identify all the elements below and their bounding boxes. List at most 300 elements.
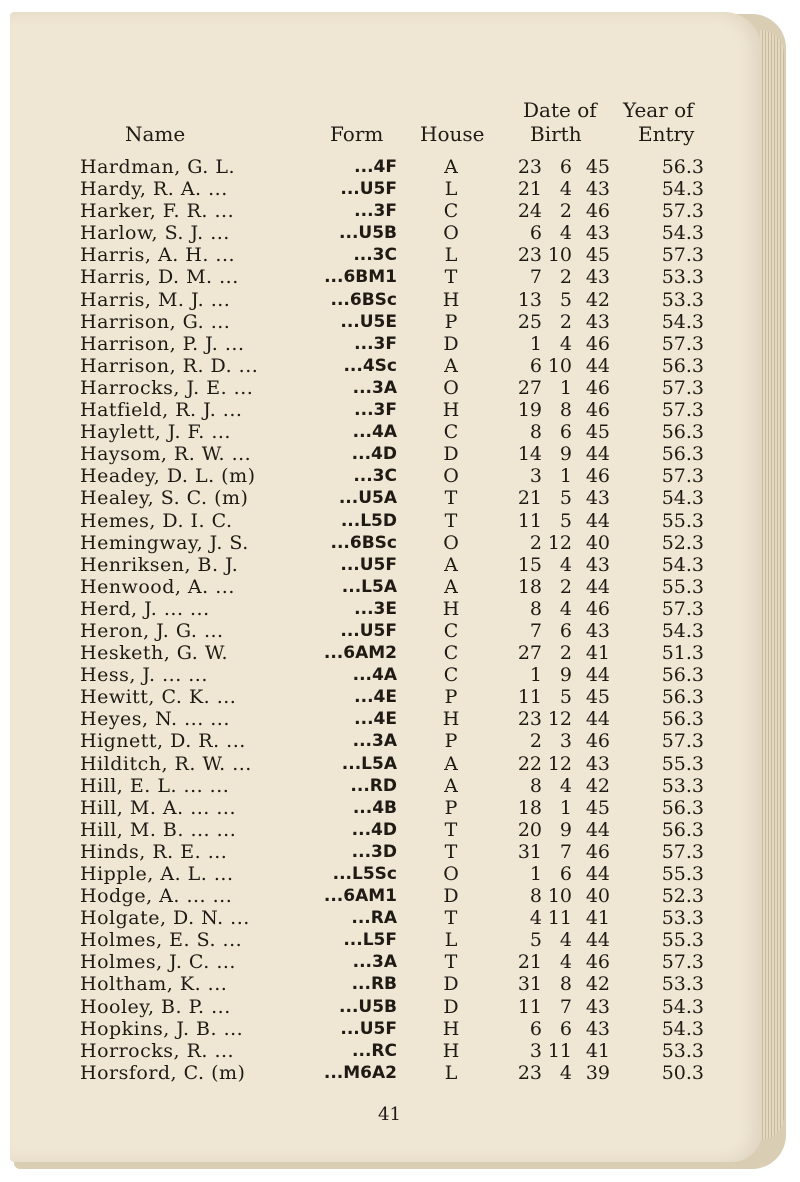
student-house: T xyxy=(444,907,458,930)
student-house: L xyxy=(444,178,458,201)
register-table xyxy=(0,156,800,1084)
student-house: H xyxy=(442,399,460,422)
birth-year: 44 xyxy=(585,509,610,532)
table-row xyxy=(0,686,800,708)
page-number: 41 xyxy=(378,1104,401,1125)
entry-year: 50.3 xyxy=(661,1061,704,1084)
student-house: T xyxy=(444,487,458,510)
birth-month: 4 xyxy=(559,553,572,576)
student-house: C xyxy=(443,200,459,223)
table-row xyxy=(0,200,800,222)
student-form: ...RD xyxy=(350,775,397,796)
birth-year: 46 xyxy=(585,200,610,223)
student-name: Hill, E. L. ... ... xyxy=(80,774,230,797)
table-row xyxy=(0,311,800,333)
birth-day: 23 xyxy=(517,156,542,178)
birth-day: 8 xyxy=(529,597,542,620)
student-form: ...3C xyxy=(353,245,397,266)
table-row xyxy=(0,178,800,200)
student-house: T xyxy=(444,818,458,841)
birth-year: 40 xyxy=(585,885,610,908)
birth-year: 42 xyxy=(585,973,610,996)
student-house: H xyxy=(442,1017,460,1040)
entry-year: 56.3 xyxy=(661,664,704,687)
birth-day: 15 xyxy=(517,553,542,576)
birth-day: 2 xyxy=(529,531,542,554)
table-row xyxy=(0,465,800,487)
birth-year: 41 xyxy=(585,907,610,930)
table-row xyxy=(0,355,800,377)
student-form: ...L5A xyxy=(341,576,397,597)
table-row xyxy=(0,377,800,399)
birth-month: 12 xyxy=(547,752,572,775)
birth-day: 8 xyxy=(529,421,542,444)
student-form: ...6AM2 xyxy=(323,643,397,664)
column-headers xyxy=(0,0,800,160)
birth-day: 6 xyxy=(529,1017,542,1040)
student-name: Healey, S. C. (m) xyxy=(80,487,249,510)
birth-day: 7 xyxy=(529,619,542,642)
entry-year: 57.3 xyxy=(661,465,704,488)
table-row xyxy=(0,907,800,929)
birth-month: 10 xyxy=(547,354,572,377)
student-name: Harris, A. H. ... xyxy=(80,244,236,267)
student-form: ...3A xyxy=(352,952,397,973)
student-name: Horrocks, R. ... xyxy=(80,1039,235,1062)
entry-year: 56.3 xyxy=(661,818,704,841)
entry-year: 55.3 xyxy=(661,863,704,885)
student-form: ...6BSc xyxy=(330,289,397,310)
birth-month: 12 xyxy=(547,531,572,554)
birth-month: 2 xyxy=(559,575,572,598)
student-house: T xyxy=(444,840,458,863)
birth-day: 21 xyxy=(517,951,542,974)
birth-day: 2 xyxy=(529,730,542,753)
entry-year: 53.3 xyxy=(661,774,704,797)
table-row xyxy=(0,554,800,576)
student-house: L xyxy=(444,1061,458,1084)
header-date-of-birth-line1: Date of xyxy=(523,98,597,122)
birth-day: 6 xyxy=(529,222,542,245)
student-form: ...RA xyxy=(351,908,397,929)
student-form: ...4E xyxy=(354,687,397,708)
student-name: Henriksen, B. J. xyxy=(80,553,239,576)
entry-year: 57.3 xyxy=(661,376,704,399)
student-form: ...U5F xyxy=(340,179,397,200)
birth-month: 9 xyxy=(559,443,572,466)
student-name: Hipple, A. L. ... xyxy=(80,863,234,885)
birth-month: 5 xyxy=(559,288,572,311)
entry-year: 55.3 xyxy=(661,575,704,598)
birth-month: 5 xyxy=(559,686,572,709)
table-row xyxy=(0,532,800,554)
birth-month: 4 xyxy=(559,332,572,355)
birth-month: 11 xyxy=(547,907,572,930)
birth-day: 4 xyxy=(529,907,542,930)
entry-year: 56.3 xyxy=(661,708,704,731)
birth-year: 43 xyxy=(585,1017,610,1040)
entry-year: 56.3 xyxy=(661,686,704,709)
student-name: Harris, D. M. ... xyxy=(80,266,239,289)
student-name: Holgate, D. N. ... xyxy=(80,907,250,930)
table-row xyxy=(0,487,800,509)
birth-month: 7 xyxy=(559,995,572,1018)
table-row xyxy=(0,266,800,288)
birth-month: 10 xyxy=(547,885,572,908)
student-form: ...3A xyxy=(352,377,397,398)
student-form: ...U5F xyxy=(340,1018,397,1039)
table-row xyxy=(0,996,800,1018)
student-house: A xyxy=(444,354,458,377)
table-row xyxy=(0,399,800,421)
student-name: Harlow, S. J. ... xyxy=(80,222,230,245)
student-name: Hooley, B. P. ... xyxy=(80,995,231,1018)
birth-day: 8 xyxy=(529,774,542,797)
birth-year: 45 xyxy=(585,796,610,819)
birth-month: 2 xyxy=(559,266,572,289)
entry-year: 54.3 xyxy=(661,222,704,245)
entry-year: 52.3 xyxy=(661,531,704,554)
birth-day: 1 xyxy=(529,863,542,885)
birth-year: 44 xyxy=(585,354,610,377)
birth-year: 43 xyxy=(585,178,610,201)
student-name: Holmes, J. C. ... xyxy=(80,951,236,974)
table-row xyxy=(0,797,800,819)
birth-month: 1 xyxy=(559,376,572,399)
student-form: ...6BM1 xyxy=(324,267,397,288)
birth-month: 4 xyxy=(559,951,572,974)
entry-year: 57.3 xyxy=(661,200,704,223)
student-name: Heyes, N. ... ... xyxy=(80,708,230,731)
birth-day: 3 xyxy=(529,1039,542,1062)
entry-year: 53.3 xyxy=(661,907,704,930)
birth-year: 46 xyxy=(585,840,610,863)
birth-year: 42 xyxy=(585,288,610,311)
birth-year: 41 xyxy=(585,1039,610,1062)
student-house: D xyxy=(443,885,459,908)
birth-month: 6 xyxy=(559,421,572,444)
entry-year: 56.3 xyxy=(661,354,704,377)
entry-year: 57.3 xyxy=(661,332,704,355)
birth-year: 46 xyxy=(585,597,610,620)
table-row xyxy=(0,951,800,973)
student-form: ...U5B xyxy=(339,223,397,244)
birth-year: 44 xyxy=(585,863,610,885)
birth-month: 6 xyxy=(559,156,572,178)
student-name: Harrison, R. D. ... xyxy=(80,354,259,377)
birth-day: 5 xyxy=(529,929,542,952)
table-row xyxy=(0,929,800,951)
birth-month: 7 xyxy=(559,840,572,863)
student-form: ...3E xyxy=(354,598,397,619)
student-house: C xyxy=(443,664,459,687)
student-form: ...4A xyxy=(352,422,397,443)
table-row xyxy=(0,775,800,797)
table-row xyxy=(0,421,800,443)
student-name: Hilditch, R. W. ... xyxy=(80,752,252,775)
student-form: ...U5A xyxy=(338,488,397,509)
student-form: ...3D xyxy=(351,841,397,862)
birth-day: 6 xyxy=(529,354,542,377)
student-name: Hesketh, G. W. xyxy=(80,642,229,665)
entry-year: 57.3 xyxy=(661,597,704,620)
birth-year: 44 xyxy=(585,443,610,466)
student-form: ...3F xyxy=(354,333,397,354)
birth-day: 25 xyxy=(517,310,542,333)
student-name: Harker, F. R. ... xyxy=(80,200,235,223)
student-form: ...U5E xyxy=(340,311,397,332)
birth-day: 23 xyxy=(517,244,542,267)
student-house: L xyxy=(444,929,458,952)
entry-year: 57.3 xyxy=(661,951,704,974)
table-row xyxy=(0,1040,800,1062)
birth-day: 14 xyxy=(517,443,542,466)
student-form: ...3F xyxy=(354,400,397,421)
student-name: Harris, M. J. ... xyxy=(80,288,231,311)
table-row xyxy=(0,289,800,311)
student-form: ...6BSc xyxy=(330,532,397,553)
student-house: T xyxy=(444,509,458,532)
birth-month: 4 xyxy=(559,222,572,245)
student-form: ...6AM1 xyxy=(323,886,397,907)
student-house: T xyxy=(444,266,458,289)
table-row xyxy=(0,863,800,885)
table-row xyxy=(0,753,800,775)
birth-month: 4 xyxy=(559,929,572,952)
birth-month: 4 xyxy=(559,178,572,201)
birth-day: 23 xyxy=(517,1061,542,1084)
table-row xyxy=(0,973,800,995)
student-house: O xyxy=(443,465,459,488)
birth-month: 6 xyxy=(559,863,572,885)
table-row xyxy=(0,598,800,620)
student-house: A xyxy=(444,575,458,598)
birth-year: 46 xyxy=(585,730,610,753)
entry-year: 54.3 xyxy=(661,310,704,333)
student-name: Haylett, J. F. ... xyxy=(80,421,231,444)
student-name: Hemes, D. I. C. xyxy=(80,509,233,532)
birth-month: 4 xyxy=(559,597,572,620)
birth-day: 24 xyxy=(517,200,542,223)
student-house: T xyxy=(444,951,458,974)
student-name: Hardman, G. L. xyxy=(80,156,236,178)
birth-year: 43 xyxy=(585,266,610,289)
birth-year: 46 xyxy=(585,376,610,399)
birth-day: 18 xyxy=(517,575,542,598)
student-house: D xyxy=(443,332,459,355)
student-form: ...U5F xyxy=(340,620,397,641)
student-name: Hewitt, C. K. ... xyxy=(80,686,237,709)
birth-day: 20 xyxy=(517,818,542,841)
birth-year: 46 xyxy=(585,332,610,355)
birth-day: 21 xyxy=(517,178,542,201)
birth-day: 11 xyxy=(517,995,542,1018)
birth-year: 42 xyxy=(585,774,610,797)
birth-month: 9 xyxy=(559,818,572,841)
student-form: ...RB xyxy=(351,974,397,995)
student-house: A xyxy=(444,553,458,576)
student-form: ...4E xyxy=(354,709,397,730)
entry-year: 51.3 xyxy=(661,642,704,665)
birth-day: 22 xyxy=(517,752,542,775)
header-year-of-entry-line2: Entry xyxy=(638,122,695,146)
birth-month: 3 xyxy=(559,730,572,753)
header-year-of-entry-line1: Year of xyxy=(623,98,694,122)
student-house: A xyxy=(444,774,458,797)
table-row xyxy=(0,443,800,465)
student-form: ...U5B xyxy=(339,996,397,1017)
student-house: L xyxy=(444,244,458,267)
birth-year: 43 xyxy=(585,222,610,245)
birth-year: 46 xyxy=(585,399,610,422)
entry-year: 54.3 xyxy=(661,1017,704,1040)
student-name: Hill, M. A. ... ... xyxy=(80,796,236,819)
student-name: Haysom, R. W. ... xyxy=(80,443,252,466)
birth-day: 7 xyxy=(529,266,542,289)
header-form: Form xyxy=(330,122,384,146)
student-form: ...L5F xyxy=(343,930,397,951)
table-row xyxy=(0,333,800,355)
entry-year: 54.3 xyxy=(661,619,704,642)
birth-year: 43 xyxy=(585,619,610,642)
student-house: P xyxy=(444,310,458,333)
student-house: H xyxy=(442,597,460,620)
birth-month: 5 xyxy=(559,509,572,532)
student-name: Hill, M. B. ... ... xyxy=(80,818,237,841)
table-row xyxy=(0,841,800,863)
student-house: A xyxy=(444,156,458,178)
birth-day: 1 xyxy=(529,664,542,687)
table-row xyxy=(0,730,800,752)
student-form: ...4A xyxy=(352,665,397,686)
birth-day: 3 xyxy=(529,465,542,488)
table-row xyxy=(0,1062,800,1084)
table-row xyxy=(0,156,800,178)
birth-year: 43 xyxy=(585,752,610,775)
entry-year: 55.3 xyxy=(661,752,704,775)
student-name: Herd, J. ... ... xyxy=(80,597,210,620)
birth-year: 41 xyxy=(585,642,610,665)
birth-month: 2 xyxy=(559,310,572,333)
student-form: ...4D xyxy=(351,444,397,465)
birth-day: 23 xyxy=(517,708,542,731)
birth-year: 39 xyxy=(585,1061,610,1084)
birth-month: 8 xyxy=(559,973,572,996)
table-row xyxy=(0,885,800,907)
student-name: Holmes, E. S. ... xyxy=(80,929,243,952)
student-form: ...U5F xyxy=(340,554,397,575)
birth-day: 13 xyxy=(517,288,542,311)
table-row xyxy=(0,576,800,598)
table-row xyxy=(0,819,800,841)
student-name: Hatfield, R. J. ... xyxy=(80,399,243,422)
student-name: Headey, D. L. (m) xyxy=(80,465,256,488)
table-row xyxy=(0,1018,800,1040)
student-form: ...RC xyxy=(352,1040,397,1061)
entry-year: 56.3 xyxy=(661,421,704,444)
student-name: Heron, J. G. ... xyxy=(80,619,224,642)
student-house: D xyxy=(443,443,459,466)
header-date-of-birth-line2: Birth xyxy=(530,122,582,146)
birth-day: 21 xyxy=(517,487,542,510)
birth-day: 11 xyxy=(517,509,542,532)
birth-year: 46 xyxy=(585,951,610,974)
student-form: ...3F xyxy=(354,201,397,222)
entry-year: 55.3 xyxy=(661,929,704,952)
birth-month: 4 xyxy=(559,1061,572,1084)
birth-day: 8 xyxy=(529,885,542,908)
birth-month: 8 xyxy=(559,399,572,422)
table-row xyxy=(0,708,800,730)
table-row xyxy=(0,222,800,244)
birth-year: 44 xyxy=(585,708,610,731)
student-form: ...4Sc xyxy=(343,355,397,376)
entry-year: 56.3 xyxy=(661,443,704,466)
student-name: Harrison, G. ... xyxy=(80,310,231,333)
entry-year: 56.3 xyxy=(661,156,704,178)
student-house: D xyxy=(443,995,459,1018)
birth-year: 45 xyxy=(585,686,610,709)
entry-year: 57.3 xyxy=(661,244,704,267)
student-form: ...4B xyxy=(352,797,397,818)
entry-year: 57.3 xyxy=(661,730,704,753)
birth-month: 1 xyxy=(559,465,572,488)
student-house: P xyxy=(444,686,458,709)
student-form: ...3C xyxy=(353,466,397,487)
student-house: O xyxy=(443,531,459,554)
student-form: ...L5Sc xyxy=(332,864,397,884)
birth-month: 11 xyxy=(547,1039,572,1062)
student-house: P xyxy=(444,796,458,819)
birth-year: 44 xyxy=(585,664,610,687)
entry-year: 54.3 xyxy=(661,995,704,1018)
birth-day: 18 xyxy=(517,796,542,819)
birth-day: 1 xyxy=(529,332,542,355)
header-name: Name xyxy=(125,122,186,146)
birth-day: 27 xyxy=(517,376,542,399)
student-name: Hardy, R. A. ... xyxy=(80,178,228,201)
student-house: C xyxy=(443,642,459,665)
birth-year: 45 xyxy=(585,244,610,267)
birth-month: 1 xyxy=(559,796,572,819)
birth-month: 10 xyxy=(547,244,572,267)
birth-year: 43 xyxy=(585,487,610,510)
entry-year: 53.3 xyxy=(661,266,704,289)
birth-year: 45 xyxy=(585,421,610,444)
entry-year: 53.3 xyxy=(661,973,704,996)
student-name: Harrocks, J. E. ... xyxy=(80,376,254,399)
student-house: P xyxy=(444,730,458,753)
birth-year: 44 xyxy=(585,575,610,598)
entry-year: 54.3 xyxy=(661,487,704,510)
student-name: Hess, J. ... ... xyxy=(80,664,208,687)
entry-year: 57.3 xyxy=(661,840,704,863)
student-house: O xyxy=(443,863,459,885)
birth-month: 6 xyxy=(559,1017,572,1040)
entry-year: 54.3 xyxy=(661,553,704,576)
entry-year: 53.3 xyxy=(661,288,704,311)
birth-day: 31 xyxy=(517,840,542,863)
birth-month: 12 xyxy=(547,708,572,731)
entry-year: 54.3 xyxy=(661,178,704,201)
birth-month: 2 xyxy=(559,642,572,665)
student-house: H xyxy=(442,1039,460,1062)
birth-year: 45 xyxy=(585,156,610,178)
student-house: H xyxy=(442,708,460,731)
student-form: ...4D xyxy=(351,819,397,840)
birth-year: 43 xyxy=(585,995,610,1018)
student-house: C xyxy=(443,421,459,444)
